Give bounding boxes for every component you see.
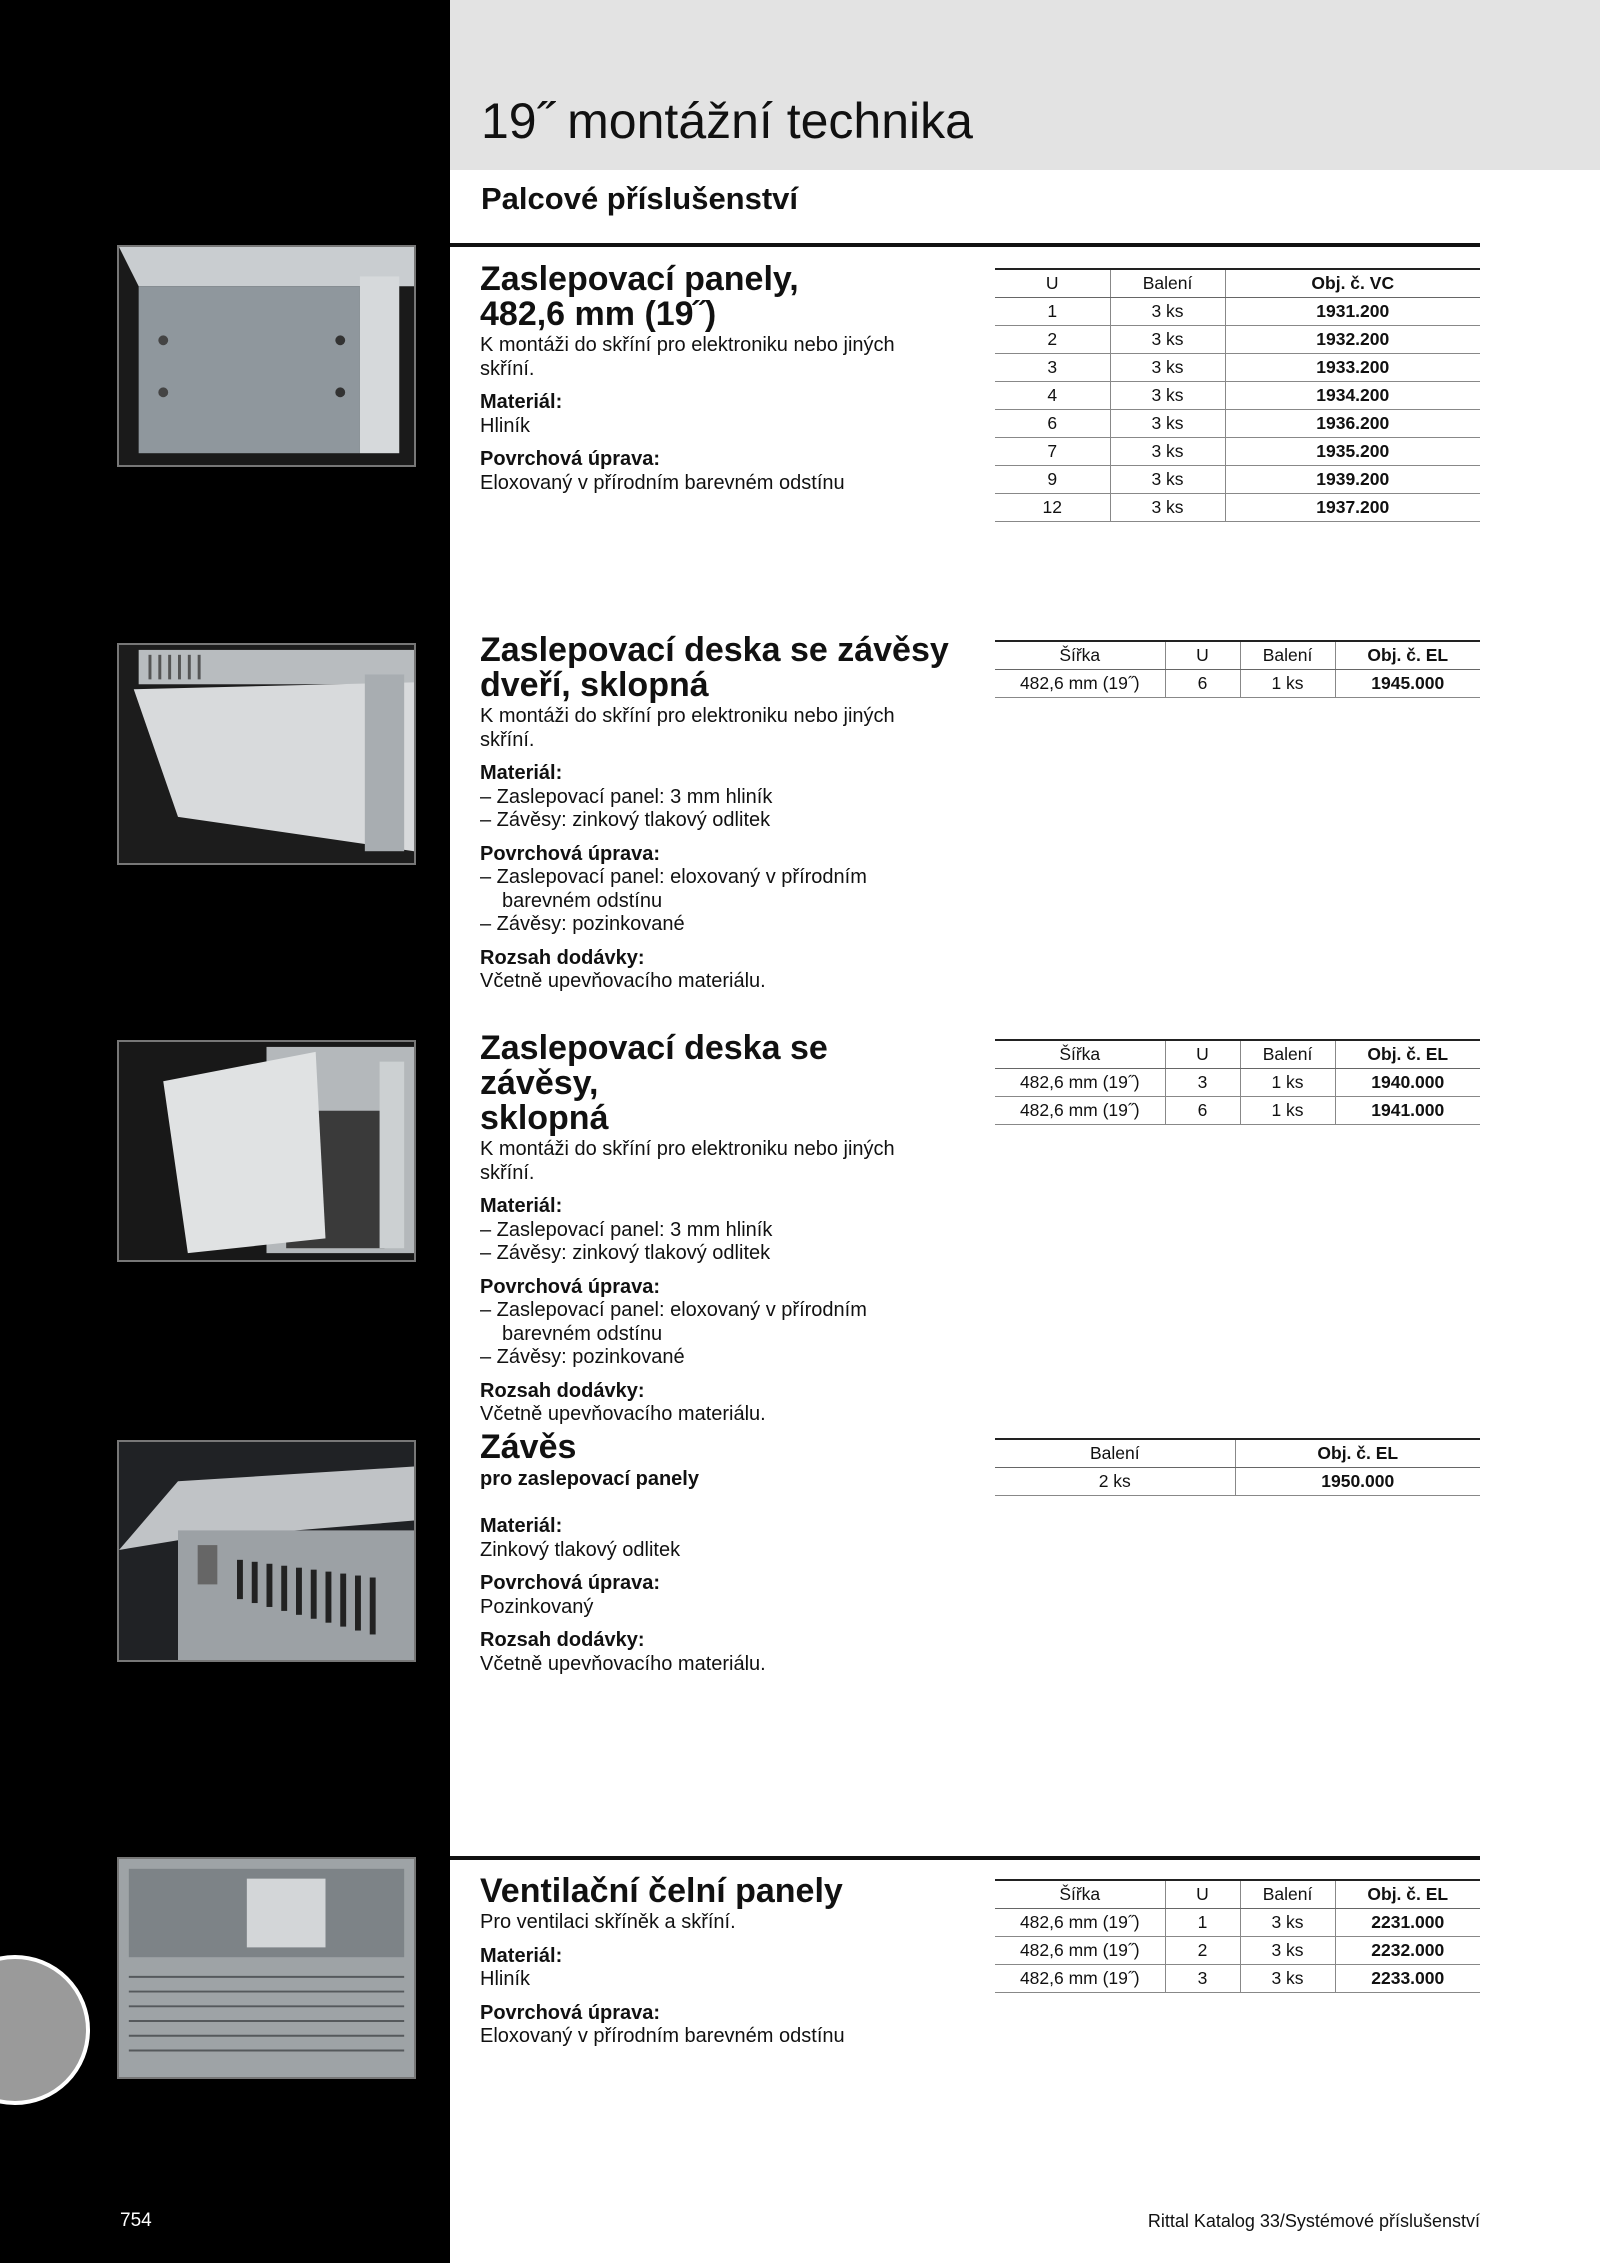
order-number: 1950.000 [1235, 1468, 1480, 1496]
section-title: Zaslepovací deska se závěsy dveří, sklopná [480, 631, 949, 704]
material-label: Materiál: [480, 391, 563, 413]
col-header: Obj. č. EL [1335, 641, 1480, 670]
cell: 3 ks [1240, 1965, 1335, 1993]
table-row [995, 494, 1480, 522]
table-row [995, 1097, 1480, 1125]
col-header: Balení [1240, 1040, 1335, 1069]
order-table-blank-panels [995, 268, 1480, 522]
order-number: 1945.000 [1335, 670, 1480, 698]
cell: 1 ks [1240, 670, 1335, 698]
cell: 2 ks [995, 1468, 1235, 1496]
surface-label: Povrchová úprava: [480, 842, 661, 865]
material-value: Hliník [480, 1968, 531, 1990]
table-row [995, 354, 1480, 382]
order-number: 1934.200 [1225, 382, 1480, 410]
cell: 482,6 mm (19˝) [995, 1965, 1165, 1993]
order-number: 1940.000 [1335, 1069, 1480, 1097]
scope-value: Včetně upevňovacího materiálu. [480, 1403, 766, 1425]
col-header: U [1165, 1880, 1240, 1909]
cell: 12 [995, 494, 1110, 522]
order-number: 1931.200 [1225, 298, 1480, 326]
order-number: 2231.000 [1335, 1909, 1480, 1937]
col-header: Balení [995, 1439, 1235, 1468]
col-header: U [995, 269, 1110, 298]
cell: 4 [995, 382, 1110, 410]
section-intro: K montáži do skříní pro elektroniku nebo jiných skříní. [480, 334, 895, 380]
order-number: 1936.200 [1225, 410, 1480, 438]
col-header: Balení [1110, 269, 1225, 298]
cell: 3 ks [1110, 438, 1225, 466]
surface-label: Povrchová úprava: [480, 1572, 661, 1594]
surface-label: Povrchová úprava: [480, 448, 661, 470]
order-table-hinged-blank-plate [995, 1039, 1480, 1125]
order-number: 2232.000 [1335, 1937, 1480, 1965]
page-title: 19˝ montážní technika [481, 93, 973, 149]
surface-item: – Zaslepovací panel: eloxovaný v přírodním barevném odstínu [480, 1299, 867, 1345]
col-header: Šířka [995, 1040, 1165, 1069]
order-number: 1932.200 [1225, 326, 1480, 354]
cell: 2 [995, 326, 1110, 354]
page-number: 754 [120, 2210, 152, 2231]
table-row [995, 1069, 1480, 1097]
cell: 3 [1165, 1965, 1240, 1993]
cell: 3 [995, 354, 1110, 382]
cell: 6 [995, 410, 1110, 438]
material-value: Hliník [480, 414, 531, 437]
section-intro: K montáži do skříní pro elektroniku nebo jiných skříní. [480, 705, 895, 751]
material-label: Materiál: [480, 1515, 563, 1537]
cell: 482,6 mm (19˝) [995, 670, 1165, 698]
surface-item: – Závěsy: pozinkované [480, 913, 685, 935]
cell: 7 [995, 438, 1110, 466]
cell: 482,6 mm (19˝) [995, 1097, 1165, 1125]
cell: 3 ks [1110, 494, 1225, 522]
scope-label: Rozsah dodávky: [480, 946, 645, 969]
table-row [995, 326, 1480, 354]
order-table-ventilation-panels [995, 1879, 1480, 1993]
cell: 3 ks [1110, 382, 1225, 410]
table-row [995, 466, 1480, 494]
material-item: – Zaslepovací panel: 3 mm hliník [480, 1218, 773, 1241]
header-divider [450, 243, 1480, 247]
cell: 482,6 mm (19˝) [995, 1937, 1165, 1965]
cell: 1 [1165, 1909, 1240, 1937]
cell: 1 ks [1240, 1069, 1335, 1097]
material-item: – Závěsy: zinkový tlakový odlitek [480, 1242, 771, 1264]
surface-item: – Závěsy: pozinkované [480, 1346, 685, 1368]
cell: 3 ks [1110, 326, 1225, 354]
section-ventilation-panels [480, 1874, 950, 2049]
product-photo-hinge [117, 1440, 416, 1662]
section-intro: Pro ventilaci skříněk a skříní. [480, 1911, 736, 1933]
table-row [995, 1937, 1480, 1965]
cell: 3 ks [1240, 1937, 1335, 1965]
product-photo-blank-panels [117, 245, 416, 467]
cell: 9 [995, 466, 1110, 494]
section-title: Ventilační čelní panely [480, 1872, 843, 1910]
cell: 2 [1165, 1937, 1240, 1965]
table-row [995, 438, 1480, 466]
material-item: – Závěsy: zinkový tlakový odlitek [480, 809, 771, 831]
order-number: 1937.200 [1225, 494, 1480, 522]
cell: 3 ks [1240, 1909, 1335, 1937]
col-header: Šířka [995, 641, 1165, 670]
section-subtitle: pro zaslepovací panely [480, 1468, 699, 1490]
cell: 3 ks [1110, 354, 1225, 382]
section-intro: K montáži do skříní pro elektroniku nebo jiných skříní. [480, 1138, 895, 1184]
order-table-hinge [995, 1438, 1480, 1496]
section-title: Zaslepovací deska se závěsy, sklopná [480, 1029, 828, 1137]
col-header: Balení [1240, 1880, 1335, 1909]
material-item: – Zaslepovací panel: 3 mm hliník [480, 785, 773, 808]
table-row [995, 1468, 1480, 1496]
table-row [995, 670, 1480, 698]
cell: 6 [1165, 1097, 1240, 1125]
col-header: Obj. č. EL [1335, 1040, 1480, 1069]
page-subtitle: Palcové příslušenství [481, 181, 799, 216]
order-number: 1941.000 [1335, 1097, 1480, 1125]
col-header: U [1165, 641, 1240, 670]
material-label: Materiál: [480, 762, 563, 784]
order-number: 1939.200 [1225, 466, 1480, 494]
col-header: Balení [1240, 641, 1335, 670]
cell: 3 ks [1110, 466, 1225, 494]
scope-label: Rozsah dodávky: [480, 1379, 645, 1402]
product-photo-hinged-panel [117, 1040, 416, 1262]
footer-catalog: Rittal Katalog 33/Systémové příslušenství [1147, 2211, 1480, 2231]
col-header: Obj. č. VC [1225, 269, 1480, 298]
col-header: U [1165, 1040, 1240, 1069]
surface-value: Pozinkovaný [480, 1595, 594, 1618]
product-photo-hinged-door-panel [117, 643, 416, 865]
cell: 1 [995, 298, 1110, 326]
surface-value: Eloxovaný v přírodním barevném odstínu [480, 2025, 845, 2047]
surface-label: Povrchová úprava: [480, 2001, 661, 2024]
section-blank-panels [480, 262, 950, 495]
section-hinged-door-blank-plate [480, 633, 950, 994]
scope-value: Včetně upevňovacího materiálu. [480, 1652, 766, 1675]
cell: 3 [1165, 1069, 1240, 1097]
section-hinged-blank-plate [480, 1031, 950, 1427]
section-title: Zaslepovací panely, 482,6 mm (19˝) [480, 260, 799, 333]
table-row [995, 410, 1480, 438]
col-header: Šířka [995, 1880, 1165, 1909]
order-number: 1935.200 [1225, 438, 1480, 466]
scope-value: Včetně upevňovacího materiálu. [480, 970, 766, 992]
material-value: Zinkový tlakový odlitek [480, 1538, 681, 1561]
surface-value: Eloxovaný v přírodním barevném odstínu [480, 471, 845, 494]
order-number: 1933.200 [1225, 354, 1480, 382]
material-label: Materiál: [480, 1944, 563, 1967]
order-number: 2233.000 [1335, 1965, 1480, 1993]
cell: 3 ks [1110, 298, 1225, 326]
table-row [995, 382, 1480, 410]
section-title: Závěs [480, 1428, 577, 1466]
surface-item: – Zaslepovací panel: eloxovaný v přírodním barevném odstínu [480, 866, 867, 912]
section-divider [450, 1856, 1480, 1860]
cell: 3 ks [1110, 410, 1225, 438]
order-table-hinged-door-blank-plate [995, 640, 1480, 698]
cell: 482,6 mm (19˝) [995, 1069, 1165, 1097]
cell: 6 [1165, 670, 1240, 698]
table-row [995, 1909, 1480, 1937]
surface-label: Povrchová úprava: [480, 1275, 661, 1298]
cell: 1 ks [1240, 1097, 1335, 1125]
col-header: Obj. č. EL [1235, 1439, 1480, 1468]
scope-label: Rozsah dodávky: [480, 1629, 645, 1651]
material-label: Materiál: [480, 1195, 563, 1217]
col-header: Obj. č. EL [1335, 1880, 1480, 1909]
section-hinge [480, 1430, 950, 1676]
product-photo-ventilation-panels [117, 1857, 416, 2079]
table-row [995, 1965, 1480, 1993]
table-row [995, 298, 1480, 326]
cell: 482,6 mm (19˝) [995, 1909, 1165, 1937]
